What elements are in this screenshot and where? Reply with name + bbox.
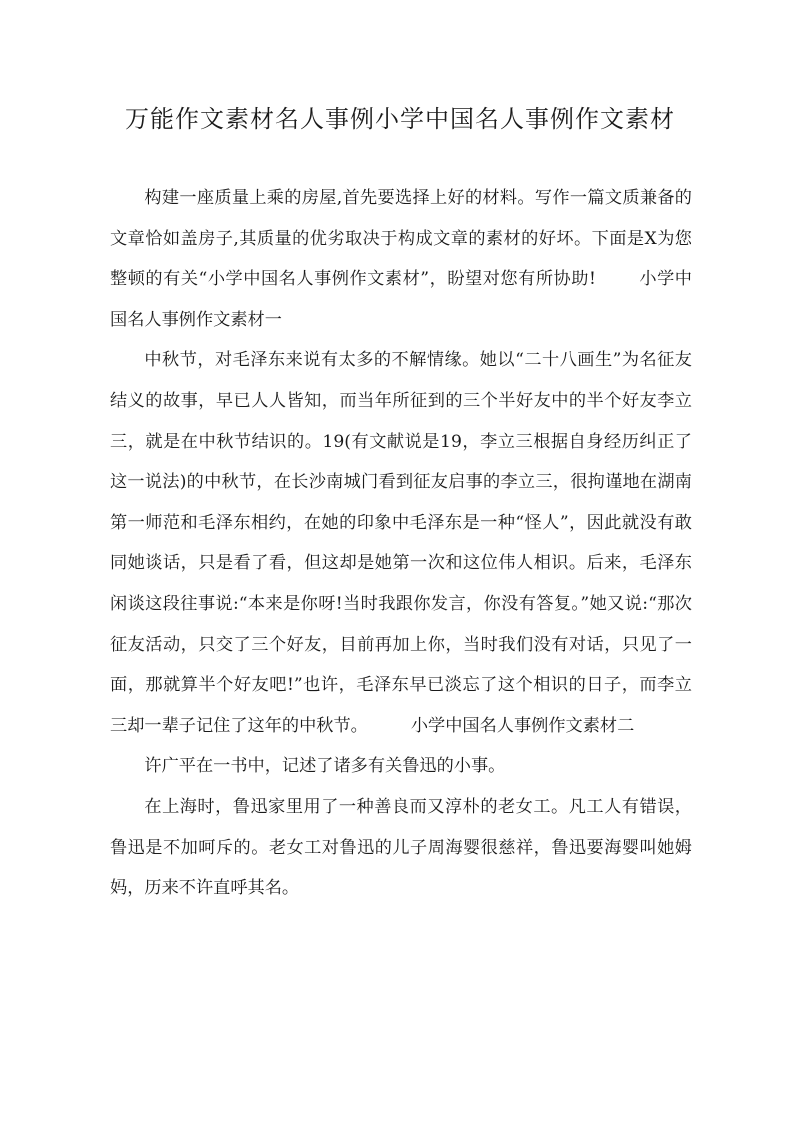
paragraph-xu-guangping (110, 746, 692, 787)
document-body (110, 178, 692, 909)
section-heading-two: 小学中国名人事例作文素材二 (410, 715, 635, 736)
paragraph-mao-zedong (110, 340, 692, 746)
paragraph-text: 构建一座质量上乘的房屋,首先要选择上好的材料。写作一篇文质兼备的文章恰如盖房子,其质量的优劣取决于构成文章的素材的好坏。下面是X为您整顿的有关“小学中国名人事例作文素材”，盼望对您有所协助! (110, 188, 692, 290)
paragraph-text: 许广平在一书中，记述了诸多有关鲁迅的小事。 (144, 756, 506, 777)
paragraph-text: 中秋节，对毛泽东来说有太多的不解情缘。她以“二十八画生”为名征友结义的故事，早已人人皆知，而当年所征到的三个半好友中的半个好友李立三，就是在中秋节结识的。19(有文献说是19，李立三根据自身经历纠正了这一说法)的中秋节，在长沙南城门看到征友启事的李立三，很拘谨地在湖南第一师范和毛泽东相约，在她的印象中毛泽东是一种“怪人”，因此就没有敢同她谈话，只是看了看，但这却是她第一次和这位伟人相识。后来，毛泽东闲谈这段往事说:“本来是你呀!当时我跟你发言，你没有答复。”她又说:“那次征友活动，只交了三个好友，目前再加上你，当时我们没有对话，只见了一面，那就算半个好友吧!”也许，毛泽东早已淡忘了这个相识的日子，而李立三却一辈子记住了这年的中秋节。 (110, 350, 692, 736)
paragraph-intro (110, 178, 692, 340)
paragraph-text: 在上海时，鲁迅家里用了一种善良而又淳朴的老女工。凡工人有错误，鲁迅是不加呵斥的。老女工对鲁迅的儿子周海婴很慈祥，鲁迅要海婴叫她姆妈，历来不许直呼其名。 (110, 796, 692, 899)
document-title: 万能作文素材名人事例小学中国名人事例作文素材 (125, 105, 675, 133)
paragraph-lu-xun-maid (110, 787, 692, 909)
section-heading-one: 小学中国名人事例作文素材一 (110, 269, 692, 330)
